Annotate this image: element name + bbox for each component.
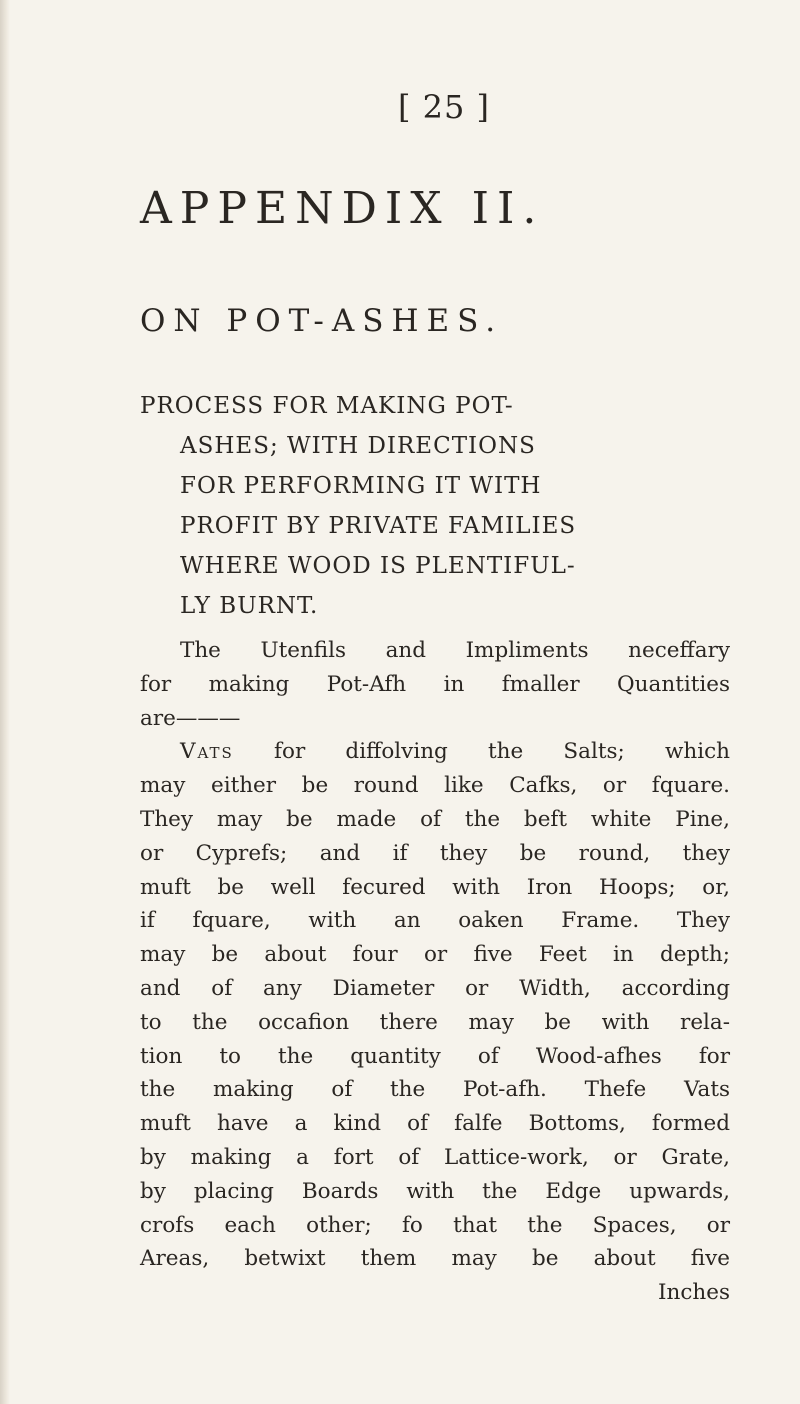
subject-title: ON POT-ASHES. — [140, 303, 504, 339]
catchword: Inches — [658, 1280, 730, 1306]
body-paragraph — [140, 634, 730, 1310]
text-line: Areas, betwixt them may be about five — [140, 1246, 730, 1272]
heading-line: PROFIT BY PRIVATE FAMILIES — [180, 513, 577, 539]
text-line: to the occafion there may be with rela- — [140, 1009, 730, 1035]
text-line: and of any Diameter or Width, according — [140, 975, 730, 1001]
heading-line: PROCESS FOR MAKING POT- — [140, 393, 514, 419]
section-heading — [140, 386, 740, 626]
text-line: may either be round like Cafks, or fquare. — [140, 773, 730, 799]
text-line: by placing Boards with the Edge upwards, — [140, 1178, 730, 1204]
text-line: muft have a kind of falfe Bottoms, formed — [140, 1111, 730, 1137]
text-line: tion to the quantity of Wood-afhes for — [140, 1043, 730, 1069]
page-edge-shadow — [0, 0, 10, 1404]
text-line: The Utenfils and Impliments neceffary — [180, 638, 730, 663]
text-line: the making of the Pot-afh. Thefe Vats — [140, 1077, 730, 1103]
appendix-title: APPENDIX II. — [140, 183, 545, 234]
page-number: [ 25 ] — [398, 88, 491, 126]
text-line: if fquare, with an oaken Frame. They — [140, 908, 730, 934]
text-line: for making Pot-Afh in fmaller Quantities — [140, 671, 730, 697]
text-line: or Cyprefs; and if they be round, they — [140, 840, 730, 866]
heading-line: WHERE WOOD IS PLENTIFUL- — [180, 553, 576, 579]
heading-line: FOR PERFORMING IT WITH — [180, 473, 542, 499]
text-line — [140, 735, 730, 769]
text-line: crofs each other; fo that the Spaces, or — [140, 1212, 730, 1238]
text-line: muft be well fecured with Iron Hoops; or, — [140, 874, 730, 900]
text-line: They may be made of the beft white Pine, — [140, 806, 730, 832]
text-line: may be about four or five Feet in depth; — [140, 942, 730, 968]
heading-line: ASHES; WITH DIRECTIONS — [180, 433, 536, 459]
text-line: by making a fort of Lattice-work, or Grate, — [140, 1144, 730, 1170]
text-line: are——— — [140, 705, 241, 731]
heading-line: LY BURNT. — [180, 593, 319, 619]
text-line-rest: for diffolving the Salts; which — [274, 739, 730, 765]
vats-word: Vats — [180, 739, 234, 765]
